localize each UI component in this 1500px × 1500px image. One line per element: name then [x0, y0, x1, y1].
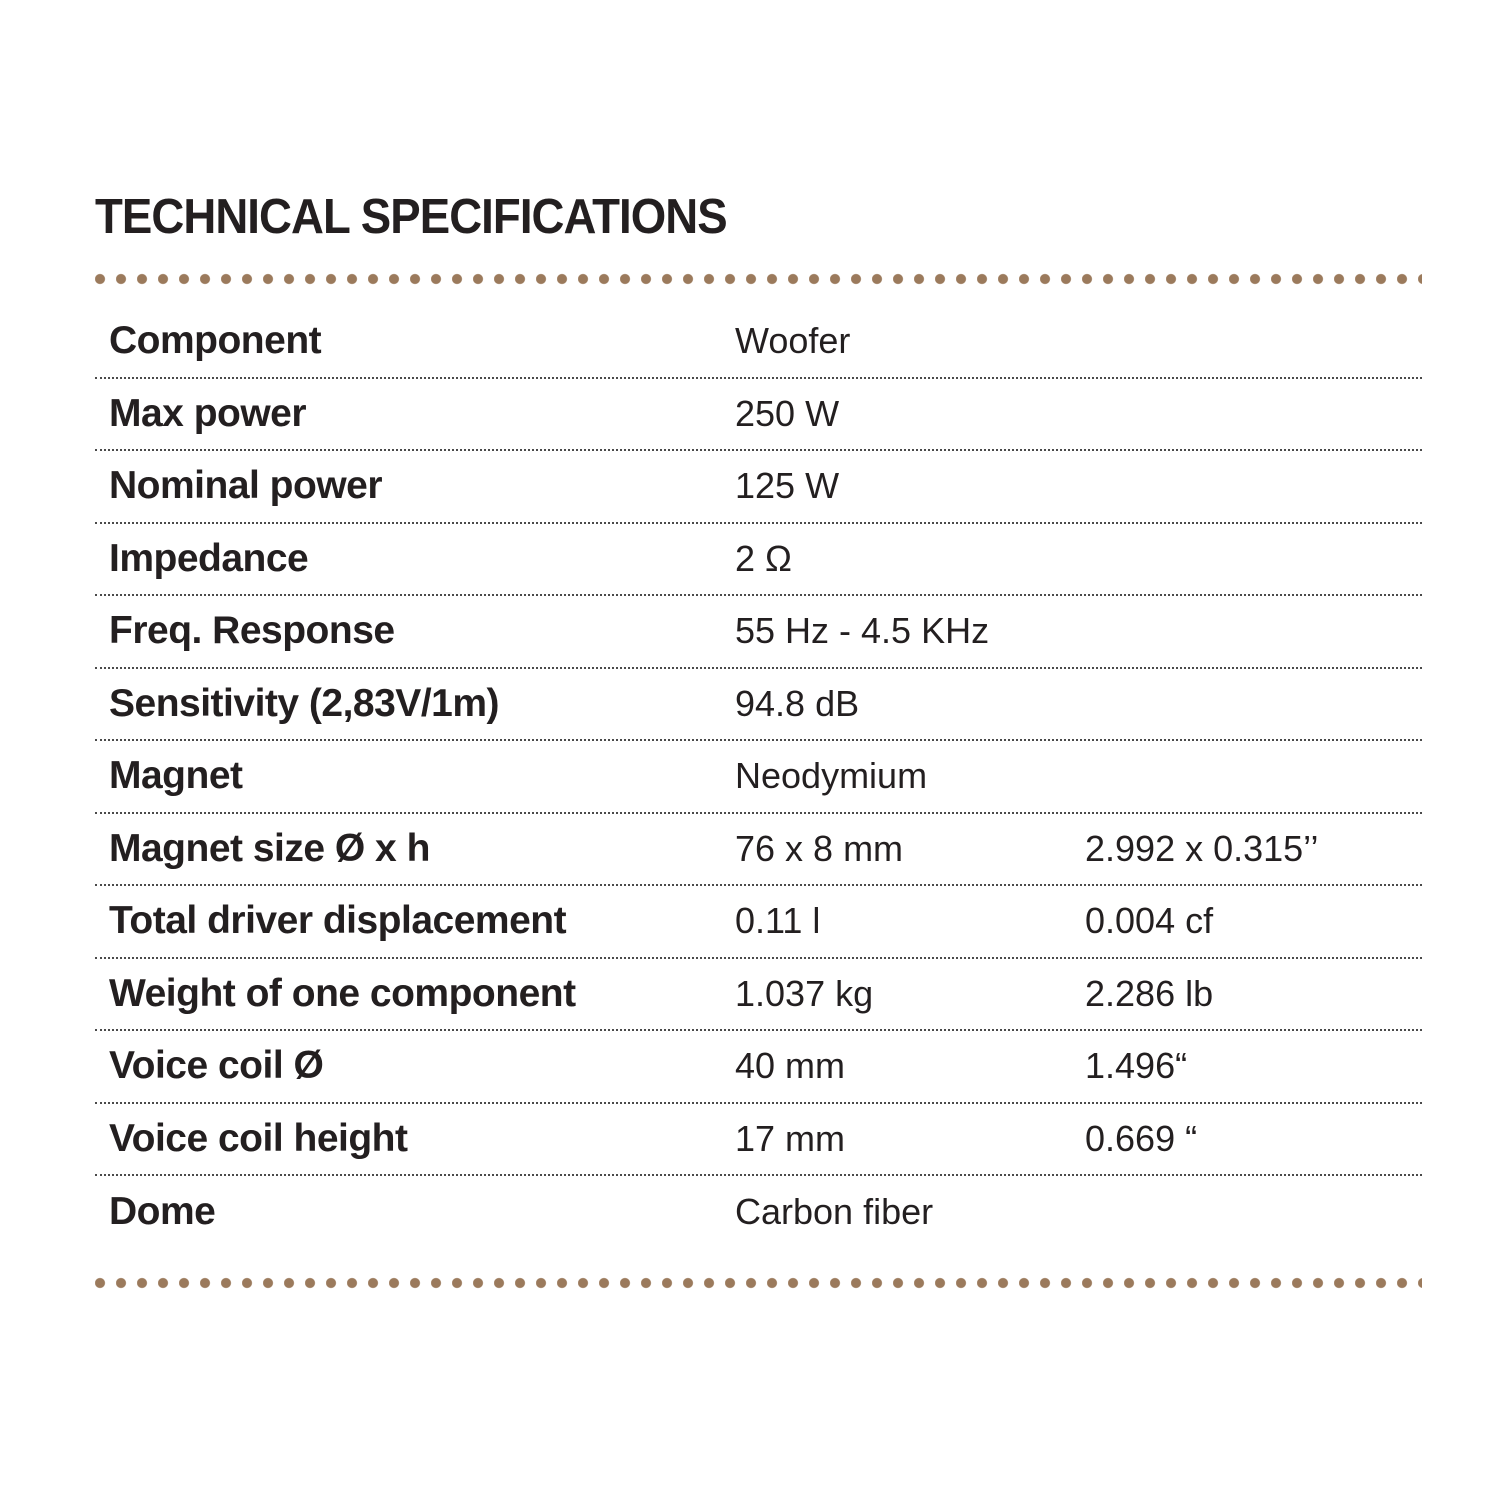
table-row-dome — [95, 1176, 1422, 1249]
spec-value-metric: 1.037 kg — [735, 972, 874, 1014]
spec-label: Voice coil height — [109, 1116, 408, 1160]
spec-value-metric: Woofer — [735, 320, 851, 362]
table-row-magnet — [95, 741, 1422, 814]
spec-label: Weight of one component — [109, 971, 576, 1015]
table-row-nominal-power — [95, 451, 1422, 524]
spec-value-metric: 40 mm — [735, 1045, 846, 1087]
bottom-dotted-rule — [95, 1277, 1422, 1289]
spec-label: Sensitivity (2,83V/1m) — [109, 681, 500, 725]
spec-value-imperial: 0.669 “ — [1085, 1117, 1198, 1159]
top-dotted-rule — [95, 273, 1422, 285]
spec-value-metric: 94.8 dB — [735, 682, 860, 724]
spec-value-metric: 250 W — [735, 392, 840, 434]
spec-label: Total driver displacement — [109, 899, 567, 943]
table-row-component — [95, 306, 1422, 379]
page-title: TECHNICAL SPECIFICATIONS — [95, 190, 727, 244]
spec-value-imperial: 2.992 x 0.315’’ — [1085, 827, 1319, 869]
spec-value-metric: 2 Ω — [735, 537, 792, 579]
spec-value-imperial: 1.496“ — [1085, 1045, 1188, 1087]
spec-value-metric: 17 mm — [735, 1117, 846, 1159]
table-row-voice-coil-diameter — [95, 1031, 1422, 1104]
spec-value-imperial: 0.004 cf — [1085, 900, 1214, 942]
spec-sheet-content — [95, 192, 1422, 1289]
spec-label: Freq. Response — [109, 609, 395, 653]
table-row-impedance — [95, 524, 1422, 597]
spec-label: Component — [109, 319, 322, 363]
spec-value-metric: Neodymium — [735, 755, 928, 797]
spec-label: Max power — [109, 391, 307, 435]
table-row-max-power — [95, 379, 1422, 452]
spec-value-metric: 55 Hz - 4.5 KHz — [735, 610, 990, 652]
table-row-freq-response — [95, 596, 1422, 669]
spec-value-metric: 125 W — [735, 465, 840, 507]
spec-value-metric: 76 x 8 mm — [735, 827, 904, 869]
table-row-voice-coil-height — [95, 1104, 1422, 1177]
spec-label: Magnet size Ø x h — [109, 826, 430, 870]
spec-value-metric: Carbon fiber — [735, 1191, 934, 1233]
spec-label: Magnet — [109, 754, 243, 798]
spec-label: Impedance — [109, 536, 309, 580]
spec-label: Dome — [109, 1190, 216, 1234]
spec-value-imperial: 2.286 lb — [1085, 972, 1214, 1014]
table-row-sensitivity — [95, 669, 1422, 742]
spec-label: Voice coil Ø — [109, 1044, 324, 1088]
table-row-driver-displacement — [95, 886, 1422, 959]
spec-value-metric: 0.11 l — [735, 900, 821, 942]
spec-label: Nominal power — [109, 464, 383, 508]
spec-table — [95, 306, 1422, 1249]
table-row-magnet-size — [95, 814, 1422, 887]
table-row-weight — [95, 959, 1422, 1032]
